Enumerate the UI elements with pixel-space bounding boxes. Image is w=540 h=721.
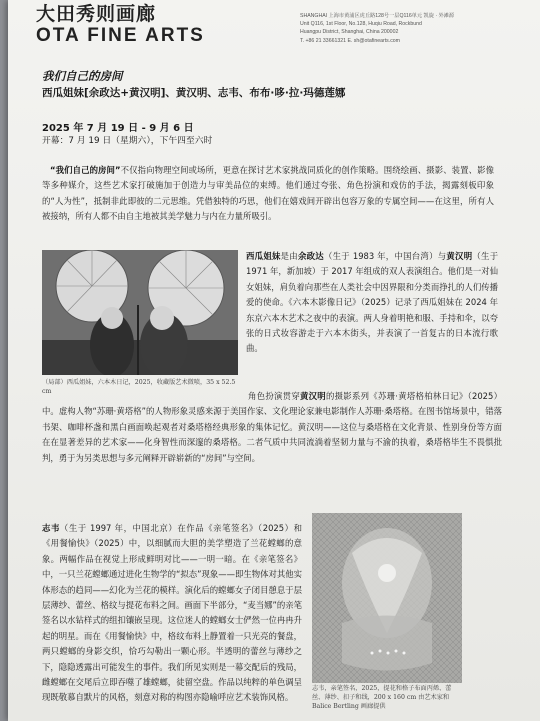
intro-paragraph bbox=[42, 163, 494, 225]
exhibition-dates: 2025 年 7 月 19 日 - 9 月 6 日 bbox=[42, 123, 194, 134]
gallery-logo bbox=[36, 4, 205, 46]
watermelon-sisters-paragraph bbox=[246, 249, 498, 357]
gallery-address bbox=[300, 12, 530, 45]
address-line: T. +86 21 33661321 E. sh@otafinearts.com bbox=[300, 37, 400, 44]
artwork-caption: 志韦，亲笔签名，2025，提花和格子布面丙烯、蕾丝、薄纱、扣子和线，200 x 160 cm 由艺术家和 Balice Bertling 画廊提供 bbox=[312, 685, 452, 711]
address-line: Unit Q116, 1st Floor, No.128, Huqiu Road, Rockbund bbox=[300, 21, 422, 28]
artist-name: 西瓜姐妹 bbox=[246, 251, 281, 261]
artist-name: 黄汉明 bbox=[446, 251, 473, 261]
artist-name: 余政达 bbox=[297, 251, 324, 261]
huang-paragraph bbox=[42, 389, 502, 466]
intro-title-quote: “我们自己的房间” bbox=[50, 165, 121, 175]
zhiwei-paragraph bbox=[42, 521, 302, 706]
intro-text: 不仅指向物理空间或场所，更意在探讨艺术家挑战同质化的创作策略。围绕绘画、摄影、装置、影像等多种媒介，这些艺术家打破施加于创造力与审美品位的束缚。他们通过夸张、角色扮演和戏仿的手法，揭露刻板印象的“人为性”，抵制非此即彼的二元思维。凭借独特的巧思，他们在嬉戏间开辟出包容万象的专属空间——在这里，所有人被接纳，所有人都不由自主地被其美学魅力与内在力量所吸引。 bbox=[42, 165, 495, 222]
address-line: SHANGHAI 上海市黄浦区虎丘路128号一层Q116单元 凯旋 · 外滩源 bbox=[300, 13, 455, 19]
artist-list: 西瓜姐妹[余政达+黄汉明]、黄汉明、志韦、布布·哆·拉·玛德莲娜 bbox=[42, 87, 346, 99]
artist-name: 志韦 bbox=[42, 523, 60, 533]
paragraph-text: 的摄影系列《苏珊·黄塔格柏林日记》（2025）中。虚构人物“苏珊·黄塔格”的人物形象灵感来源于美国作家、文化理论家兼电影制作人苏珊·桑塔格。在图书馆场景中，错落书架、咖啡杯盏和黑白画面唤起观者对桑塔格经典形象的集体记忆。黄汉明——这位与桑塔格在文化背景、性别身份等方面在在显著差异的艺术家——化身智性而深邃的桑塔格。二者气质中共同流淌着坚韧力量与不渝的执着，桑塔格毕生不畏惧批判，勇于为另类思想与多元阐释开辟崭新的“房间”与空间。 bbox=[42, 391, 503, 463]
performance-photo bbox=[42, 250, 238, 375]
document-page bbox=[8, 0, 540, 721]
paragraph-text: （生于 1971 年，新加坡）于 2017 年组成的双人表演组合。他们是一对仙女姐妹，肩负着向那些在人类社会中因界限和分类而挣扎的人们传播爱的使命。《六本木影像日记》（2025）记录了西瓜姐妹在 2024 年东京六本木艺术之夜中的表演。两人身着明艳和服、手持和伞，以夸张的日式妆容游走于六本木街头，并表演了一首复古的日本流行歌曲。 bbox=[246, 251, 499, 354]
exhibition-title: 我们自己的房间 bbox=[42, 69, 123, 83]
paragraph-text: （生于 1997 年，中国北京）在作品《亲笔签名》（2025）和《用餐愉快》（2025）中，以细腻而大胆的美学塑造了兰花螳螂的意象。两幅作品在视觉上形成鲜明对比——一明一暗。在《亲笔签名》中，一只兰花螳螂通过进化生物学的“拟态”现象——即生物体对其他实体形态的趋同——幻化为兰花的模样。演化后的螳螂女子闭目憩息于层层薄纱、蕾丝、格纹与提花布料之间。画面下半部分，“麦当娜”的亲笔签名以水钻样式的组扣镶嵌呈现。这位迷人的螳螂女士俨然一位冉冉升起的明星。而在《用餐愉快》中，格纹布料上静置着一只光亮的餐盘，两只螳螂的身影交织，恰巧勾勒出一颗心形。半透明的蕾丝与薄纱之下，隐隐透露出可能发生的事件。我们所见实则是一幕交配后的残局，雌螳螂在交尾后立即吞噬了雄螳螂，徒留空盘。作品以纯粹的单色调呈现既敬慕自默片的风格，刻意对称的构图亦隐喻呼应艺术装饰风格。 bbox=[42, 523, 302, 703]
paragraph-text: 是由 bbox=[280, 251, 298, 261]
opening-info: 开幕：7 月 19 日（星期六），下午四至六时 bbox=[42, 136, 213, 146]
logo-chinese: 大田秀则画廊 bbox=[36, 3, 157, 25]
address-line: Huangpu District, Shanghai, China 200002 bbox=[300, 29, 399, 36]
logo-english: OTA FINE ARTS bbox=[36, 25, 205, 46]
photo-caption: （局部）西瓜姐妹，六本木日记，2025，收藏版艺术微喷，35 x 52.5 cm bbox=[42, 379, 236, 395]
mantis-textile-artwork bbox=[312, 513, 462, 683]
paragraph-text: （生于 1983 年，中国台湾）与 bbox=[323, 251, 447, 261]
artist-name: 黄汉明 bbox=[299, 391, 326, 401]
paragraph-text: 角色扮演贯穿 bbox=[248, 391, 300, 401]
